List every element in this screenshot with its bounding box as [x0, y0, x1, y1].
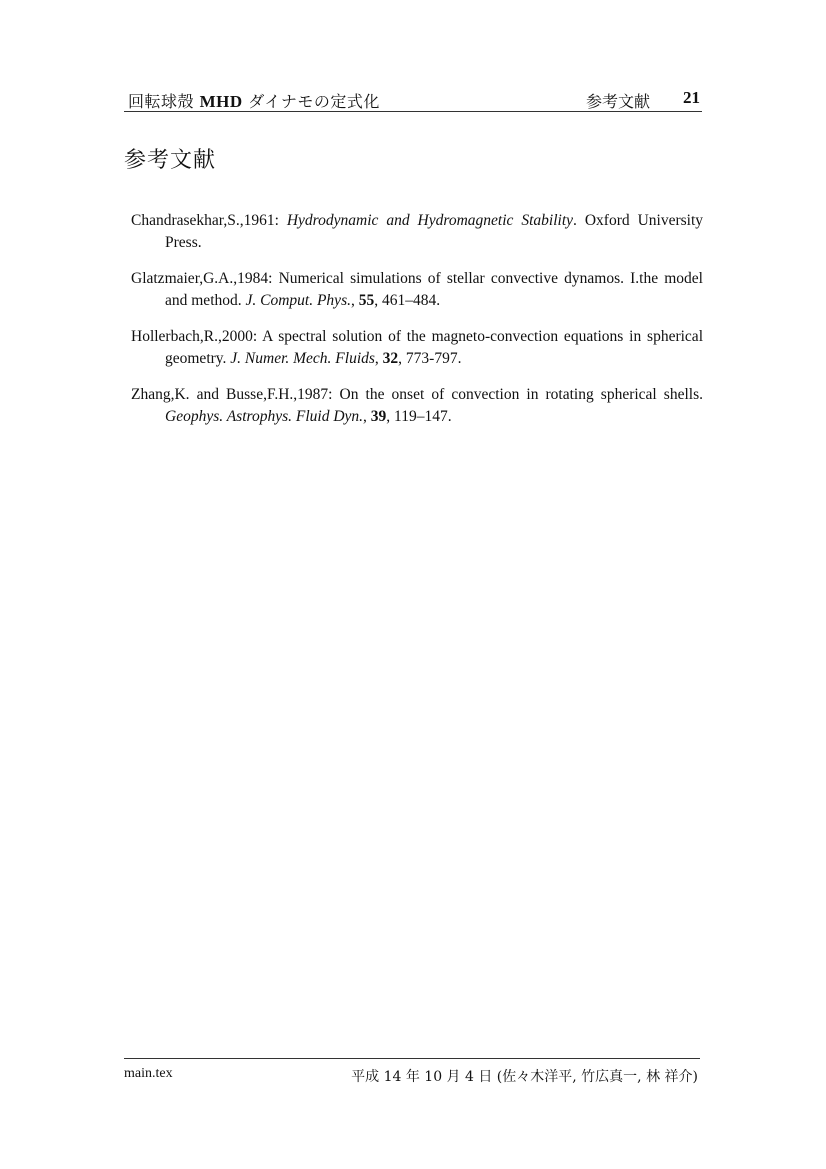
header-title-suffix: ダイナモの定式化: [242, 92, 380, 111]
section-title: 参考文献: [124, 148, 217, 173]
reference-pages: , 461–484.: [374, 292, 441, 309]
reference-pages: , 773-797.: [398, 350, 462, 367]
reference-journal: Geophys. Astrophys. Fluid Dyn.: [165, 408, 364, 425]
reference-volume: 55: [358, 292, 375, 309]
reference-journal: J. Numer. Mech. Fluids: [230, 350, 375, 367]
running-header: [124, 87, 702, 111]
footer-date-authors: 平成 14 年 10 月 4 日 (佐々木洋平, 竹広真一, 林 祥介): [351, 1069, 698, 1085]
reference-text: Chandrasekhar,S.,1961:: [131, 212, 287, 229]
header-section: 参考文献: [585, 92, 650, 111]
footer-filename: main.tex: [124, 1066, 173, 1081]
running-footer: [124, 1058, 700, 1088]
reference-text: Hollerbach,R.,2000: A spectral solution of the magneto-convection equations in spherical geometry.: [131, 328, 703, 367]
reference-item: [131, 268, 703, 312]
header-rule: [124, 111, 702, 112]
reference-list: [131, 210, 703, 442]
reference-text: Zhang,K. and Busse,F.H.,1987: On the onset of convection in rotating spherical shells.: [131, 386, 703, 403]
reference-item: [131, 326, 703, 370]
reference-book-title: Hydrodynamic and Hydromagnetic Stability: [286, 212, 574, 229]
reference-separator: ,: [350, 292, 359, 309]
reference-volume: 39: [370, 408, 387, 425]
reference-journal: J. Comput. Phys.: [245, 292, 351, 309]
reference-separator: ,: [374, 350, 383, 367]
reference-pages: , 119–147.: [386, 408, 452, 425]
header-title-bold: MHD: [199, 92, 243, 111]
reference-item: [131, 384, 703, 428]
reference-volume: 32: [382, 350, 399, 367]
footer-rule: [124, 1058, 700, 1059]
page-number: 21: [683, 88, 700, 107]
reference-text: Glatzmaier,G.A.,1984: Numerical simulations of stellar convective dynamos. I.the model and method.: [131, 270, 703, 309]
reference-text: . Oxford University Press.: [165, 212, 703, 251]
reference-item: [131, 210, 703, 254]
header-title-prefix: 回転球殻: [128, 92, 200, 111]
header-title: [128, 89, 380, 112]
reference-separator: ,: [363, 408, 371, 425]
